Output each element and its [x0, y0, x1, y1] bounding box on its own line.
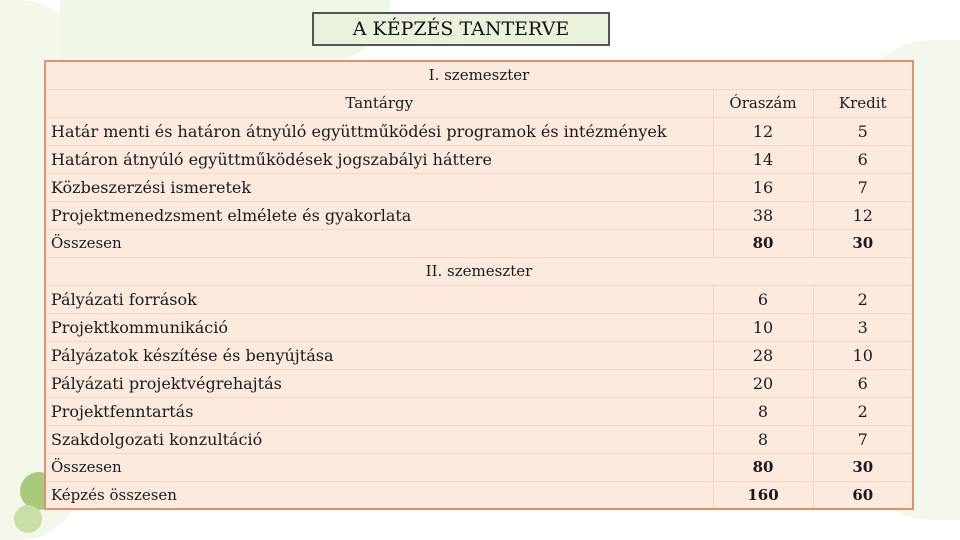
credit-cell: 5	[813, 117, 913, 145]
semester-1-header-row	[45, 61, 913, 89]
total-label: Összesen	[45, 229, 713, 257]
page-title: A KÉPZÉS TANTERVE	[312, 12, 610, 46]
table-row	[45, 173, 913, 201]
curriculum-table	[44, 60, 914, 510]
semester-2-header-row	[45, 257, 913, 285]
grand-total-hours: 160	[713, 481, 813, 509]
credit-cell: 6	[813, 145, 913, 173]
grand-total-label: Képzés összesen	[45, 481, 713, 509]
credit-column-header: Kredit	[813, 89, 913, 117]
credit-cell: 7	[813, 173, 913, 201]
hours-cell: 20	[713, 369, 813, 397]
column-header-row	[45, 89, 913, 117]
decorative-circle	[14, 505, 42, 533]
table-row	[45, 341, 913, 369]
table-row	[45, 201, 913, 229]
grand-total-credit: 60	[813, 481, 913, 509]
table-row	[45, 369, 913, 397]
credit-cell: 6	[813, 369, 913, 397]
hours-cell: 8	[713, 397, 813, 425]
hours-cell: 14	[713, 145, 813, 173]
hours-cell: 38	[713, 201, 813, 229]
hours-column-header: Óraszám	[713, 89, 813, 117]
subject-cell: Pályázati projektvégrehajtás	[45, 369, 713, 397]
grand-total-row	[45, 481, 913, 509]
hours-cell: 8	[713, 425, 813, 453]
table-row	[45, 285, 913, 313]
credit-cell: 10	[813, 341, 913, 369]
table-row	[45, 117, 913, 145]
table-row	[45, 425, 913, 453]
subject-column-header: Tantárgy	[45, 89, 713, 117]
semester-1-label: I. szemeszter	[45, 61, 913, 89]
semester-2-label: II. szemeszter	[45, 257, 913, 285]
semester-2-total-row	[45, 453, 913, 481]
subject-cell: Pályázatok készítése és benyújtása	[45, 341, 713, 369]
subject-cell: Projektfenntartás	[45, 397, 713, 425]
credit-cell: 3	[813, 313, 913, 341]
hours-cell: 28	[713, 341, 813, 369]
hours-cell: 16	[713, 173, 813, 201]
credit-cell: 12	[813, 201, 913, 229]
total-label: Összesen	[45, 453, 713, 481]
subject-cell: Közbeszerzési ismeretek	[45, 173, 713, 201]
table-row	[45, 145, 913, 173]
subject-cell: Határ menti és határon átnyúló együttműködési programok és intézmények	[45, 117, 713, 145]
credit-cell: 2	[813, 397, 913, 425]
total-credit: 30	[813, 453, 913, 481]
semester-1-total-row	[45, 229, 913, 257]
credit-cell: 2	[813, 285, 913, 313]
hours-cell: 12	[713, 117, 813, 145]
subject-cell: Projektkommunikáció	[45, 313, 713, 341]
subject-cell: Határon átnyúló együttműködések jogszabályi háttere	[45, 145, 713, 173]
hours-cell: 6	[713, 285, 813, 313]
subject-cell: Pályázati források	[45, 285, 713, 313]
credit-cell: 7	[813, 425, 913, 453]
subject-cell: Szakdolgozati konzultáció	[45, 425, 713, 453]
total-credit: 30	[813, 229, 913, 257]
subject-cell: Projektmenedzsment elmélete és gyakorlata	[45, 201, 713, 229]
total-hours: 80	[713, 229, 813, 257]
hours-cell: 10	[713, 313, 813, 341]
table-row	[45, 397, 913, 425]
table-row	[45, 313, 913, 341]
total-hours: 80	[713, 453, 813, 481]
